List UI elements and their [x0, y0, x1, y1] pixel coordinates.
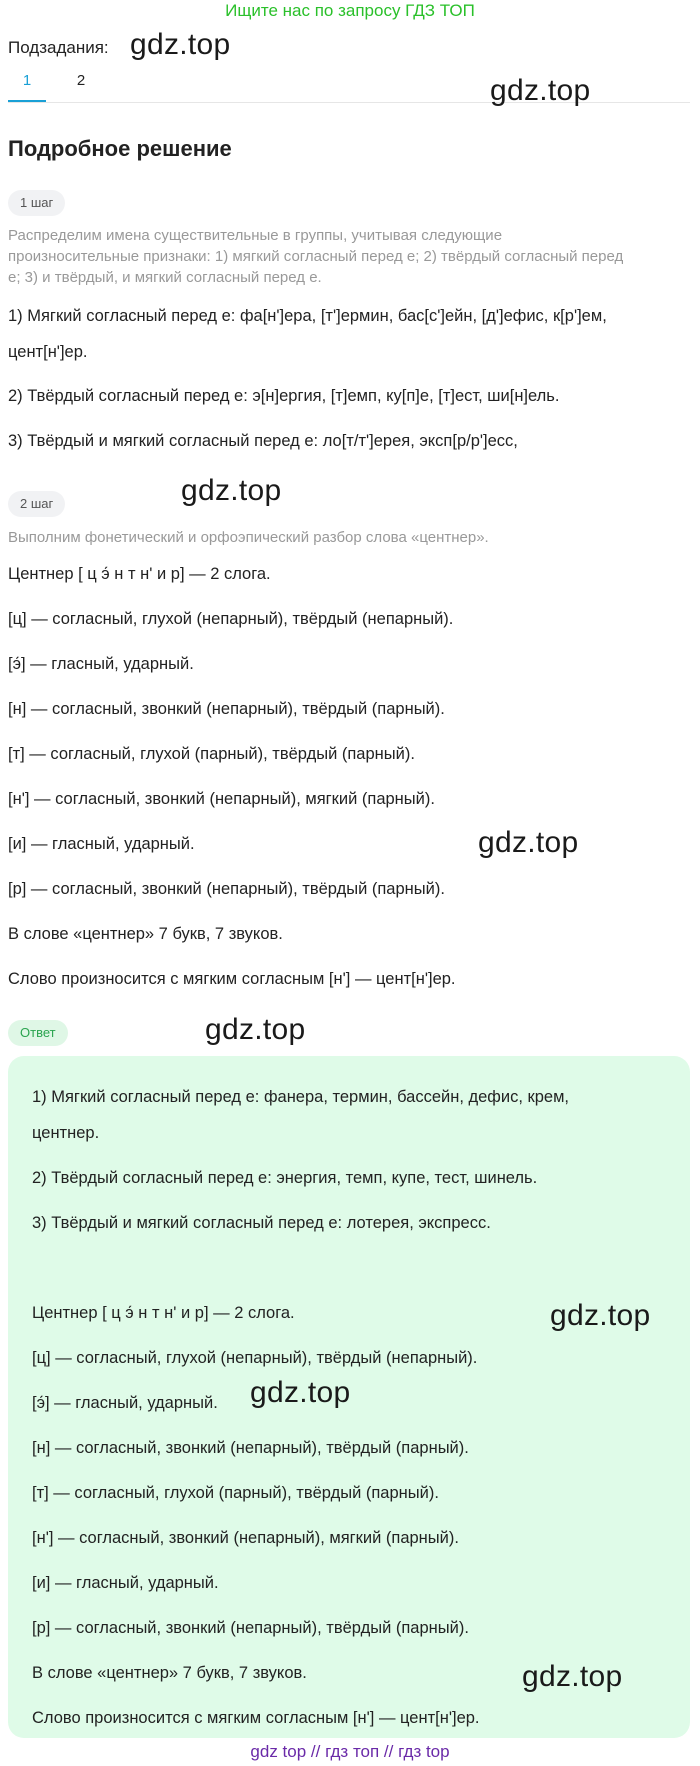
watermark: gdz.top	[550, 1299, 651, 1332]
step-2-description: Выполним фонетический и орфоэпический разбор слова «центнер».	[8, 529, 489, 546]
step-2-line: [т] — согласный, глухой (парный), твёрдый (парный).	[8, 745, 415, 763]
step-1-line: цент[н']ер.	[8, 343, 88, 361]
answer-line: Центнер [ ц э́ н т н' и р] — 2 слога.	[32, 1304, 295, 1322]
step-2-line: [ц] — согласный, глухой (непарный), твёрдый (непарный).	[8, 610, 454, 628]
subtasks-label: Подзадания:	[8, 38, 109, 57]
answer-line: В слове «центнер» 7 букв, 7 звуков.	[32, 1664, 307, 1682]
step-1-line: 1) Мягкий согласный перед е: фа[н']ера, [т']ермин, бас[с']ейн, [д']ефис, к[р']ем,	[8, 307, 607, 325]
answer-line: [н'] — согласный, звонкий (непарный), мягкий (парный).	[32, 1529, 459, 1547]
answer-line: 2) Твёрдый согласный перед е: энергия, темп, купе, тест, шинель.	[32, 1169, 538, 1187]
answer-line: 3) Твёрдый и мягкий согласный перед е: лотерея, экспресс.	[32, 1214, 491, 1232]
answer-line: [ц] — согласный, глухой (непарный), твёрдый (непарный).	[32, 1349, 478, 1367]
watermark: gdz.top	[205, 1013, 306, 1046]
answer-line: [т] — согласный, глухой (парный), твёрдый (парный).	[32, 1484, 439, 1502]
step-2-line: [н'] — согласный, звонкий (непарный), мягкий (парный).	[8, 790, 435, 808]
step-2-line: [н] — согласный, звонкий (непарный), твёрдый (парный).	[8, 700, 445, 718]
step-2-line: Слово произносится с мягким согласным [н'] — цент[н']ер.	[8, 970, 456, 988]
promo-banner[interactable]: Ищите нас по запросу ГДЗ ТОП	[225, 1, 475, 20]
step-1-line: 2) Твёрдый согласный перед е: э[н]ергия, [т]емп, ку[п]е, [т]ест, ши[н]ель.	[8, 387, 560, 405]
step-1-description-line: Распределим имена существительные в группы, учитывая следующие	[8, 227, 503, 244]
footer-links[interactable]: gdz top // гдз топ // гдз top	[250, 1742, 450, 1761]
watermark: gdz.top	[250, 1376, 351, 1409]
answer-badge: Ответ	[8, 1020, 68, 1046]
answer-line: [н] — согласный, звонкий (непарный), твёрдый (парный).	[32, 1439, 469, 1457]
step-2-line: В слове «центнер» 7 букв, 7 звуков.	[8, 925, 283, 943]
step-2-line: Центнер [ ц э́ н т н' и р] — 2 слога.	[8, 565, 271, 583]
tab-subtask-1[interactable]: 1	[8, 70, 46, 102]
answer-line: центнер.	[32, 1124, 100, 1142]
answer-line: [и] — гласный, ударный.	[32, 1574, 219, 1592]
watermark: gdz.top	[522, 1660, 623, 1693]
answer-line: Слово произносится с мягким согласным [н'] — цент[н']ер.	[32, 1709, 480, 1727]
page-title: Подробное решение	[8, 136, 232, 161]
step-2-line: [э́] — гласный, ударный.	[8, 655, 194, 673]
step-1-description-line: е; 3) и твёрдый, и мягкий согласный перед е.	[8, 269, 322, 286]
step-2-line: [и] — гласный, ударный.	[8, 835, 195, 853]
answer-line: 1) Мягкий согласный перед е: фанера, термин, бассейн, дефис, крем,	[32, 1088, 570, 1106]
answer-line: [р] — согласный, звонкий (непарный), твёрдый (парный).	[32, 1619, 469, 1637]
step-1-description-line: произносительные признаки: 1) мягкий согласный перед е; 2) твёрдый согласный перед	[8, 248, 624, 265]
step-2-line: [р] — согласный, звонкий (непарный), твёрдый (парный).	[8, 880, 445, 898]
watermark: gdz.top	[130, 28, 231, 61]
step-1-badge: 1 шаг	[8, 190, 65, 216]
step-2-badge: 2 шаг	[8, 491, 65, 517]
watermark: gdz.top	[181, 474, 282, 507]
watermark: gdz.top	[478, 826, 579, 859]
step-1-line: 3) Твёрдый и мягкий согласный перед е: ло[т/т']ерея, эксп[р/р']есс,	[8, 432, 518, 450]
watermark: gdz.top	[490, 74, 591, 107]
tab-subtask-2[interactable]: 2	[76, 72, 86, 89]
answer-line: [э́] — гласный, ударный.	[32, 1394, 218, 1412]
